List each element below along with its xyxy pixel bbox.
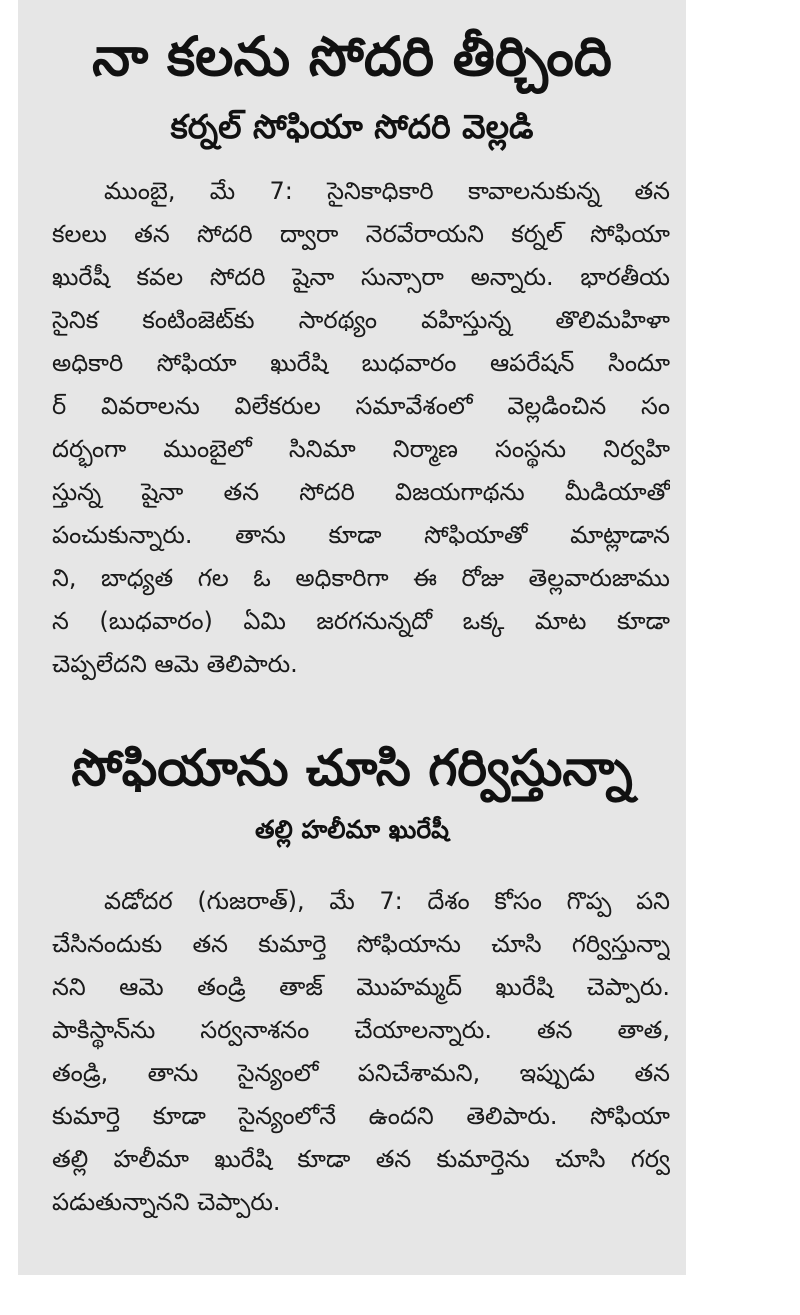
article-1-line: ర్ వివరాలను విలేకరుల సమావేశంలో వెల్లడించిన సం bbox=[52, 392, 670, 420]
article-2-line: తల్లి హలీమా ఖురేషి కూడా తన కుమార్తెను చూసి గర్వ bbox=[52, 1145, 670, 1173]
article-1-line: దర్భంగా ముంబైలో సినిమా నిర్మాణ సంస్థను నిర్వహి bbox=[52, 435, 670, 463]
article-1-line: ఖురేషీ కవల సోదరి షైనా సున్సారా అన్నారు. భారతీయ bbox=[52, 263, 670, 291]
article-2-headline: సోఫియాను చూసి గర్విస్తున్నా bbox=[71, 739, 633, 797]
article-1-line: పంచుకున్నారు. తాను కూడా సోఫియాతో మాట్లాడాన bbox=[52, 521, 670, 549]
article-1-line: ముంబై, మే 7: సైనికాధికారి కావాలనుకున్న తన bbox=[104, 177, 670, 205]
newspaper-clipping bbox=[18, 0, 686, 1275]
article-1-line: ని, బాధ్యత గల ఓ అధికారిగా ఈ రోజు తెల్లవారుజాము bbox=[52, 564, 670, 592]
article-2-line: నని ఆమె తండ్రి తాజ్ మొహమ్మద్ ఖురేషి చెప్పారు. bbox=[52, 973, 670, 1001]
article-2-line: వడోదర (గుజరాత్), మే 7: దేశం కోసం గొప్ప పని bbox=[104, 887, 670, 915]
article-1-line: స్తున్న షైనా తన సోదరి విజయగాథను మీడియాతో bbox=[52, 478, 670, 506]
article-2-line: తండ్రి, తాను సైన్యంలో పనిచేశామని, ఇప్పుడు తన bbox=[52, 1059, 670, 1087]
article-1-line: కలలు తన సోదరి ద్వారా నెరవేరాయని కర్నల్ సోఫియా bbox=[52, 220, 670, 248]
article-1-headline: నా కలను సోదరి తీర్చింది bbox=[92, 25, 612, 88]
article-2-line: పడుతున్నానని చెప్పారు. bbox=[52, 1188, 281, 1216]
article-1-line: అధికారి సోఫియా ఖురేషి బుధవారం ఆపరేషన్ సిందూ bbox=[52, 349, 670, 377]
article-1-line: సైనిక కంటింజెట్‌కు సారథ్యం వహిస్తున్న తొలిమహిళా bbox=[52, 306, 670, 334]
article-1-line: న (బుధవారం) ఏమి జరగనున్నదో ఒక్క మాట కూడా bbox=[52, 607, 670, 635]
article-1-subheadline: కర్నల్ సోఫియా సోదరి వెల్లడి bbox=[170, 107, 534, 146]
article-1-body bbox=[52, 170, 670, 686]
article-2-subheadline: తల్లి హలీమా ఖురేషీ bbox=[255, 815, 449, 844]
article-2-line: కుమార్తె కూడా సైన్యంలోనే ఉందని తెలిపారు. సోఫియా bbox=[52, 1102, 670, 1130]
article-2-line: చేసినందుకు తన కుమార్తె సోఫియాను చూసి గర్విస్తున్నా bbox=[52, 930, 670, 958]
article-2-body bbox=[52, 880, 670, 1224]
article-2-line: పాకిస్థాన్‌ను సర్వనాశనం చేయాలన్నారు. తన తాత, bbox=[52, 1016, 670, 1044]
article-1-line: చెప్పలేదని ఆమె తెలిపారు. bbox=[52, 650, 298, 678]
